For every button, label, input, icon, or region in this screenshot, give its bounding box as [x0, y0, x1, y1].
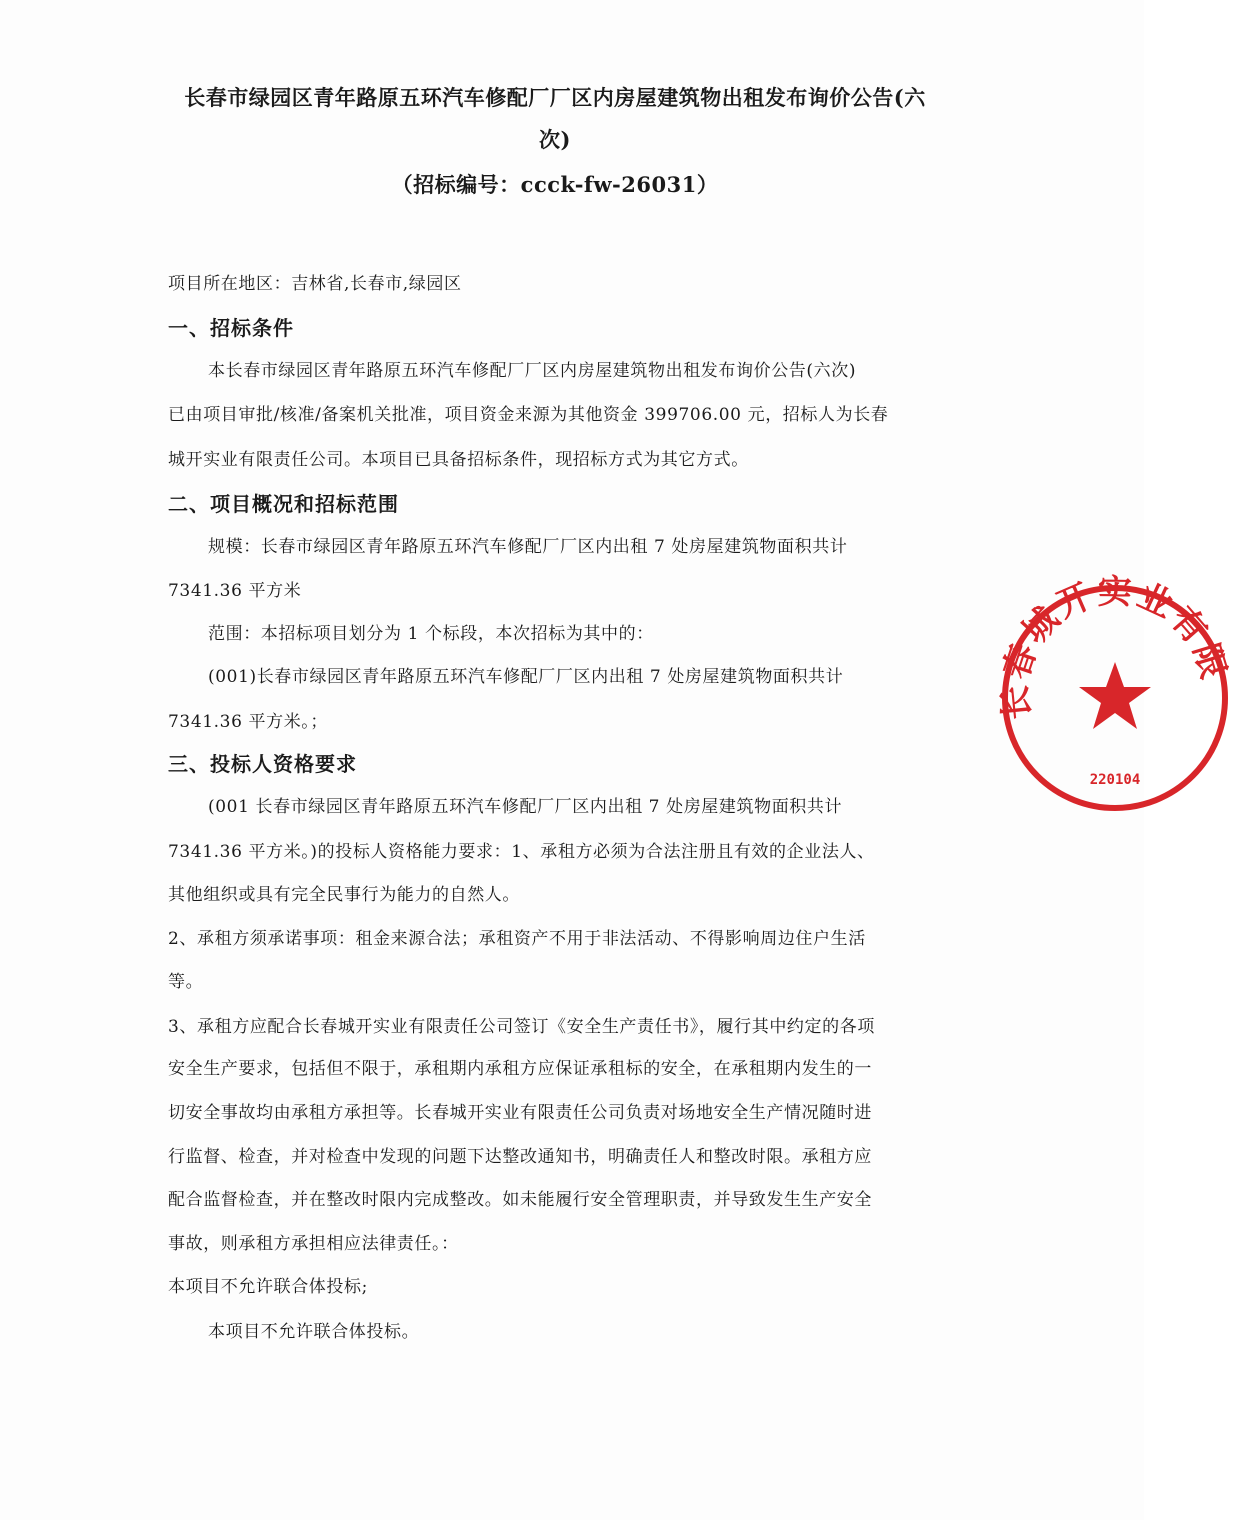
consortium-line: 本项目不允许联合体投标; — [168, 1277, 368, 1297]
section-2-line: (001)长春市绿园区青年路原五环汽车修配厂厂区内出租 7 处房屋建筑物面积共计 — [208, 667, 844, 687]
section-3-line: 切安全事故均由承租方承担等。长春城开实业有限责任公司负责对场地安全生产情况随时进 — [168, 1103, 872, 1123]
section-1-heading: 一、招标条件 — [168, 316, 294, 340]
section-2-heading: 二、项目概况和招标范围 — [168, 492, 399, 516]
project-location: 项目所在地区：吉林省,长春市,绿园区 — [168, 274, 462, 294]
section-3-line: 事故，则承租方承担相应法律责任。： — [168, 1234, 459, 1254]
section-2-line: 7341.36 平方米。； — [168, 712, 329, 732]
company-seal — [994, 572, 1235, 818]
section-1-line: 城开实业有限责任公司。本项目已具备招标条件，现招标方式为其它方式。 — [168, 450, 749, 470]
section-3-line: (001 长春市绿园区青年路原五环汽车修配厂厂区内出租 7 处房屋建筑物面积共计 — [208, 797, 843, 817]
section-3-line: 行监督、检查，并对检查中发现的问题下达整改通知书，明确责任人和整改时限。承租方应 — [168, 1147, 872, 1167]
section-1-line: 已由项目审批/核准/备案机关批准，项目资金来源为其他资金 399706.00 元，招标人为长春 — [168, 405, 889, 425]
section-3-line: 7341.36 平方米。)的投标人资格能力要求：1、承租方必须为合法注册且有效的企业法人、 — [168, 842, 875, 862]
section-2-line: 范围：本招标项目划分为 1 个标段，本次招标为其中的： — [208, 624, 654, 644]
doc-title-line-2: 次) — [539, 127, 571, 152]
section-3-heading: 三、投标人资格要求 — [168, 752, 357, 776]
star-icon — [1079, 662, 1151, 729]
bid-number: （招标编号：ccck-fw-26031） — [391, 172, 719, 197]
doc-title-line-1: 长春市绿园区青年路原五环汽车修配厂厂区内房屋建筑物出租发布询价公告(六 — [184, 85, 926, 110]
section-1-line: 本长春市绿园区青年路原五环汽车修配厂厂区内房屋建筑物出租发布询价公告(六次) — [208, 361, 857, 381]
section-3-line: 2、承租方须承诺事项：租金来源合法；承租资产不用于非法活动、不得影响周边住户生活 — [168, 929, 866, 949]
section-3-line: 3、承租方应配合长春城开实业有限责任公司签订《安全生产责任书》，履行其中约定的各项 — [168, 1017, 875, 1037]
section-3-line: 安全生产要求，包括但不限于，承租期内承租方应保证承租标的安全，在承租期内发生的一 — [168, 1059, 872, 1079]
section-3-line: 其他组织或具有完全民事行为能力的自然人。 — [168, 885, 520, 905]
section-2-line: 规模：长春市绿园区青年路原五环汽车修配厂厂区内出租 7 处房屋建筑物面积共计 — [208, 537, 848, 557]
section-2-line: 7341.36 平方米 — [168, 581, 302, 601]
seal-code: 220104 — [1089, 772, 1141, 788]
seal-text: 长春城开实业有限 — [994, 572, 1235, 722]
section-3-line: 配合监督检查，并在整改时限内完成整改。如未能履行安全管理职责，并导致发生生产安全 — [168, 1190, 872, 1210]
section-3-line: 等。 — [168, 972, 204, 992]
consortium-line: 本项目不允许联合体投标。 — [208, 1322, 420, 1342]
